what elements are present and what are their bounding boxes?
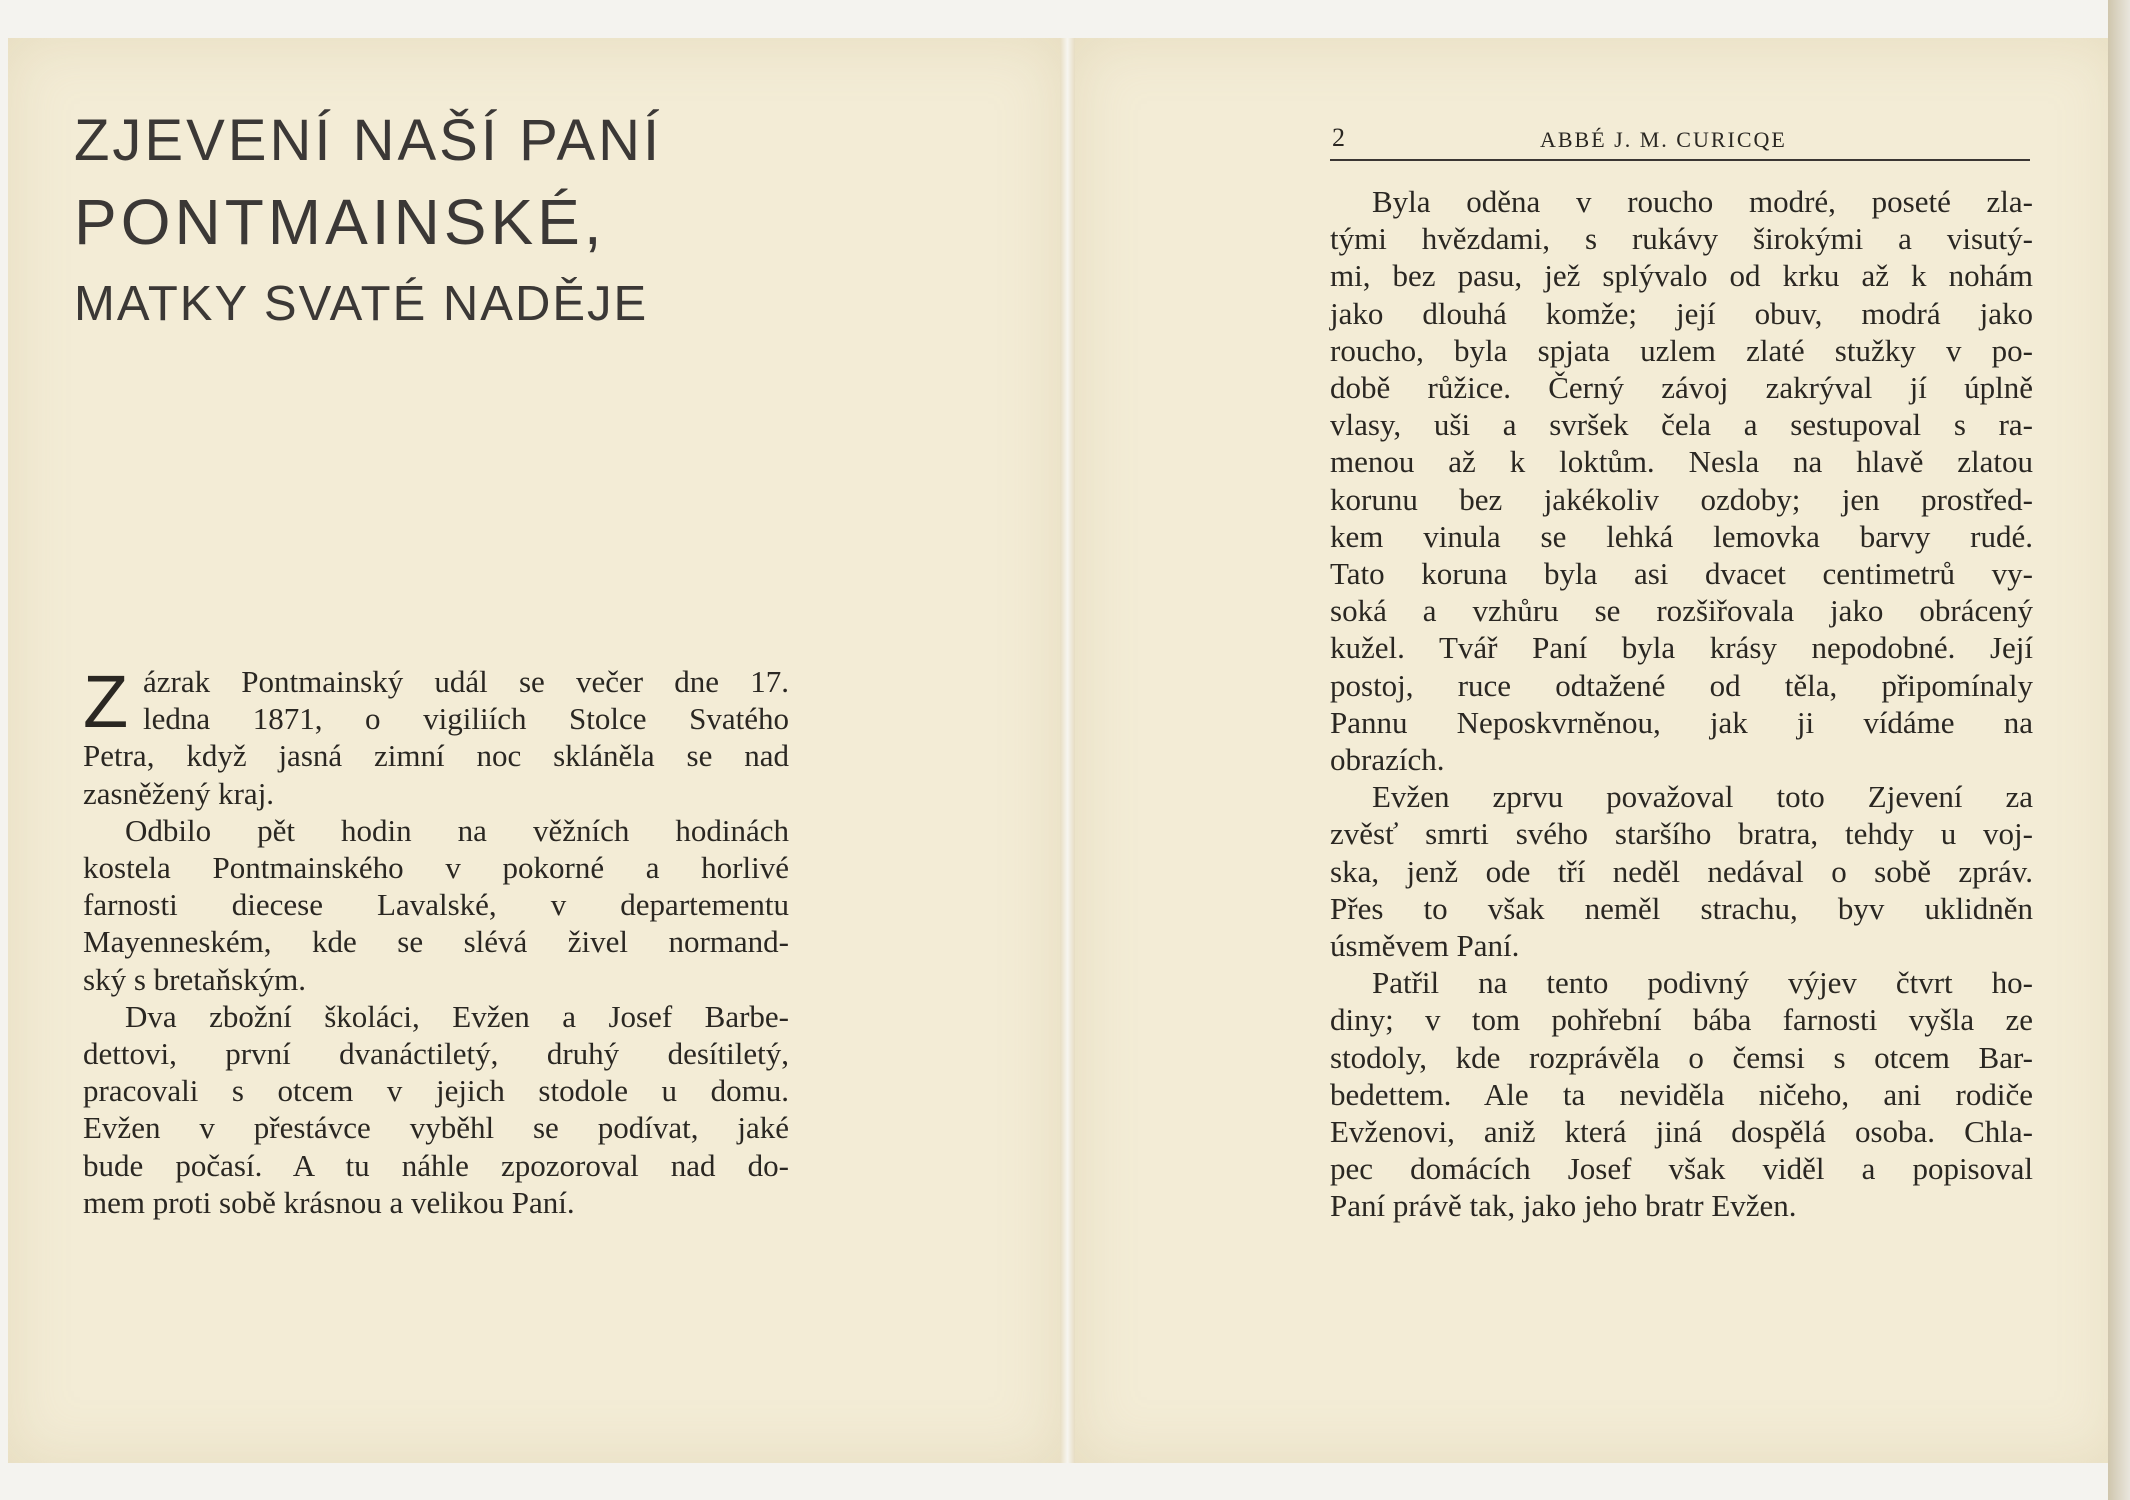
chapter-title	[74, 108, 834, 331]
paragraph	[1330, 778, 2033, 964]
text-line: bedettem. Ale ta neviděla ničeho, ani rodiče	[1330, 1076, 2033, 1112]
text-line: zasněžený kraj.	[83, 775, 275, 811]
text-line: Evžen v přestávce vyběhl se podívat, jaké	[83, 1110, 789, 1146]
text-line: korunu bez jakékoliv ozdoby; jen prostřed-	[1330, 481, 2033, 517]
paragraph	[83, 812, 789, 998]
text-line: ska, jenž ode tří neděl nedával o sobě zpráv.	[1330, 853, 2033, 889]
text-line: Paní právě tak, jako jeho bratr Evžen.	[1330, 1188, 1797, 1224]
text-line: tými hvězdami, s rukávy širokými a visutý-	[1330, 221, 2033, 257]
text-line: diny; v tom pohřební bába farnosti vyšla ze	[1330, 1002, 2033, 1038]
paragraph	[1330, 183, 2033, 778]
running-title: ABBÉ J. M. CURICQE	[1540, 127, 1787, 152]
left-body-text	[83, 660, 789, 1221]
title-line: MATKY SVATÉ NADĚJE	[74, 277, 649, 331]
text-line: postoj, ruce odtažené od těla, připomínaly	[1330, 667, 2033, 703]
text-line: jako dlouhá komže; její obuv, modrá jako	[1330, 295, 2033, 331]
text-line: době růžice. Černý závoj zakrýval jí úplně	[1330, 370, 2033, 406]
text-line: pec domácích Josef však viděl a popisoval	[1330, 1151, 2033, 1187]
title-line: ZJEVENÍ NAŠÍ PANÍ	[74, 108, 663, 173]
text-line: farnosti diecese Lavalské, v departementu	[83, 887, 789, 923]
text-line: roucho, byla spjata uzlem zlaté stužky v po-	[1330, 332, 2033, 368]
text-line: Byla oděna v roucho modré, poseté zla-	[1372, 184, 2033, 219]
drop-cap: Z	[83, 660, 129, 743]
text-line: Evžen zprvu považoval toto Zjevení za	[1372, 779, 2033, 815]
text-line: Dva zbožní školáci, Evžen a Josef Barbe-	[125, 998, 789, 1034]
text-line: Evženovi, aniž která jiná dospělá osoba. Chla-	[1330, 1114, 2033, 1150]
text-line: vlasy, uši a svršek čela a sestupoval s ra-	[1330, 407, 2033, 443]
text-line: úsměvem Paní.	[1330, 928, 1520, 964]
paragraph	[83, 660, 789, 812]
text-line: kužel. Tvář Paní byla krásy nepodobné. Její	[1330, 630, 2033, 666]
text-line: soká a vzhůru se rozšiřovala jako obrácený	[1330, 593, 2033, 629]
text-line: Přes to však neměl strachu, byv uklidněn	[1330, 890, 2033, 926]
text-line: ský s bretaňským.	[83, 961, 307, 997]
title-line: PONTMAINSKÉ,	[74, 186, 606, 258]
paragraph	[83, 998, 789, 1221]
text-line: kostela Pontmainského v pokorné a horlivé	[83, 850, 789, 886]
text-line: obrazích.	[1330, 742, 1445, 778]
text-line: Patřil na tento podivný výjev čtvrt ho-	[1372, 965, 2033, 1001]
text-line: ledna 1871, o vigiliích Stolce Svatého	[143, 701, 789, 737]
text-line: pracovali s otcem v jejich stodole u domu.	[83, 1073, 789, 1109]
text-line: Tato koruna byla asi dvacet centimetrů vy-	[1330, 556, 2033, 592]
text-line: dettovi, první dvanáctiletý, druhý desítiletý,	[83, 1036, 789, 1072]
page-edge	[2108, 0, 2130, 1500]
text-line: Petra, když jasná zimní noc skláněla se nad	[83, 738, 789, 774]
text-line: Odbilo pět hodin na věžních hodinách	[125, 812, 789, 848]
text-line: Pannu Neposkvrněnou, jak ji vídáme na	[1330, 704, 2033, 740]
page-number: 2	[1332, 123, 1345, 152]
paragraph	[1330, 964, 2033, 1224]
text-line: mi, bez pasu, jež splývalo od krku až k nohám	[1330, 258, 2033, 294]
right-body-text	[1330, 183, 2033, 1225]
book-spine	[1060, 38, 1075, 1463]
running-header	[1330, 123, 2030, 161]
text-line: stodoly, kde rozprávěla o čemsi s otcem Bar-	[1330, 1039, 2033, 1075]
text-line: ázrak Pontmainský udál se večer dne 17.	[143, 664, 789, 699]
text-line: mem proti sobě krásnou a velikou Paní.	[83, 1184, 575, 1220]
text-line: kem vinula se lehká lemovka barvy rudé.	[1330, 518, 2033, 554]
text-line: Mayenneském, kde se slévá živel normand-	[83, 924, 789, 960]
text-line: menou až k loktům. Nesla na hlavě zlatou	[1330, 444, 2033, 480]
text-line: zvěsť smrti svého staršího bratra, tehdy u voj-	[1330, 816, 2033, 852]
text-line: bude počasí. A tu náhle zpozoroval nad do-	[83, 1147, 789, 1183]
